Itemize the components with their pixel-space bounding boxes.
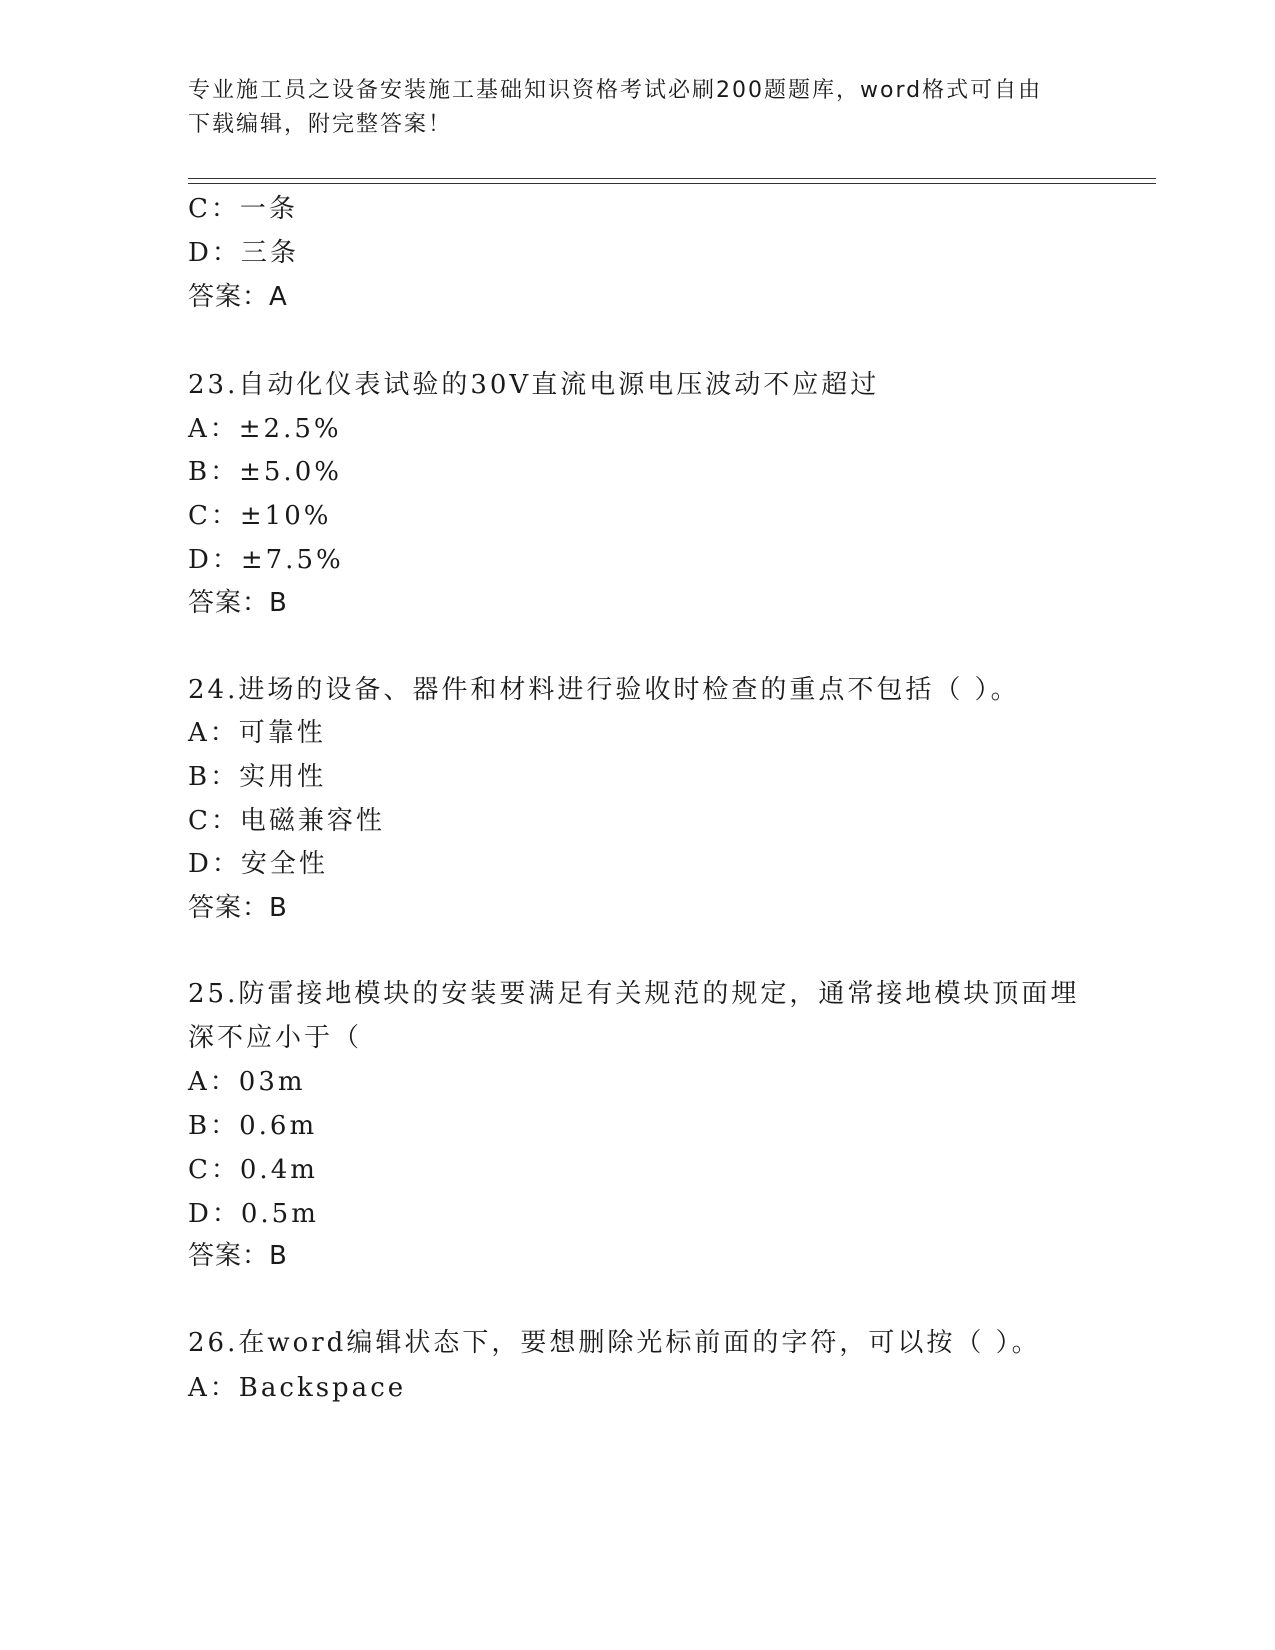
option-d: D：0.5m — [188, 1199, 319, 1229]
option-c: C：±10% — [188, 501, 332, 531]
option-d: D：±7.5% — [188, 545, 344, 575]
option-b: B：实用性 — [188, 762, 327, 792]
option-d: D：三条 — [188, 238, 299, 268]
header-divider-bottom — [188, 183, 1156, 184]
header-line-1: 专业施工员之设备安装施工基础知识资格考试必刷200题题库，word格式可自由 — [188, 78, 1043, 103]
option-c: C：电磁兼容性 — [188, 806, 385, 836]
answer: 答案：B — [188, 1241, 288, 1271]
option-b: B：±5.0% — [188, 457, 342, 487]
question-stem: 26.在word编辑状态下，要想删除光标前面的字符，可以按（ ）。 — [188, 1328, 1041, 1358]
option-a: A：±2.5% — [188, 414, 342, 444]
question-stem: 23.自动化仪表试验的30V直流电源电压波动不应超过 — [188, 370, 880, 400]
answer: 答案：A — [188, 282, 288, 312]
header-line-2: 下载编辑，附完整答案！ — [188, 112, 453, 137]
document-header — [188, 74, 1068, 142]
option-c: C：0.4m — [188, 1155, 318, 1185]
header-divider-top — [188, 178, 1156, 179]
option-c: C：一条 — [188, 194, 298, 224]
question-stem: 25.防雷接地模块的安装要满足有关规范的规定，通常接地模块顶面埋 — [188, 979, 1080, 1009]
option-a: A：可靠性 — [188, 718, 326, 748]
question-stem: 24.进场的设备、器件和材料进行验收时检查的重点不包括（ ）。 — [188, 675, 1020, 705]
answer: 答案：B — [188, 893, 288, 923]
option-a: A：Backspace — [188, 1373, 407, 1403]
option-a: A：03m — [188, 1067, 306, 1097]
answer: 答案：B — [188, 588, 288, 618]
option-b: B：0.6m — [188, 1111, 318, 1141]
option-d: D：安全性 — [188, 849, 328, 879]
question-stem-continued: 深不应小于（ — [188, 1023, 363, 1053]
